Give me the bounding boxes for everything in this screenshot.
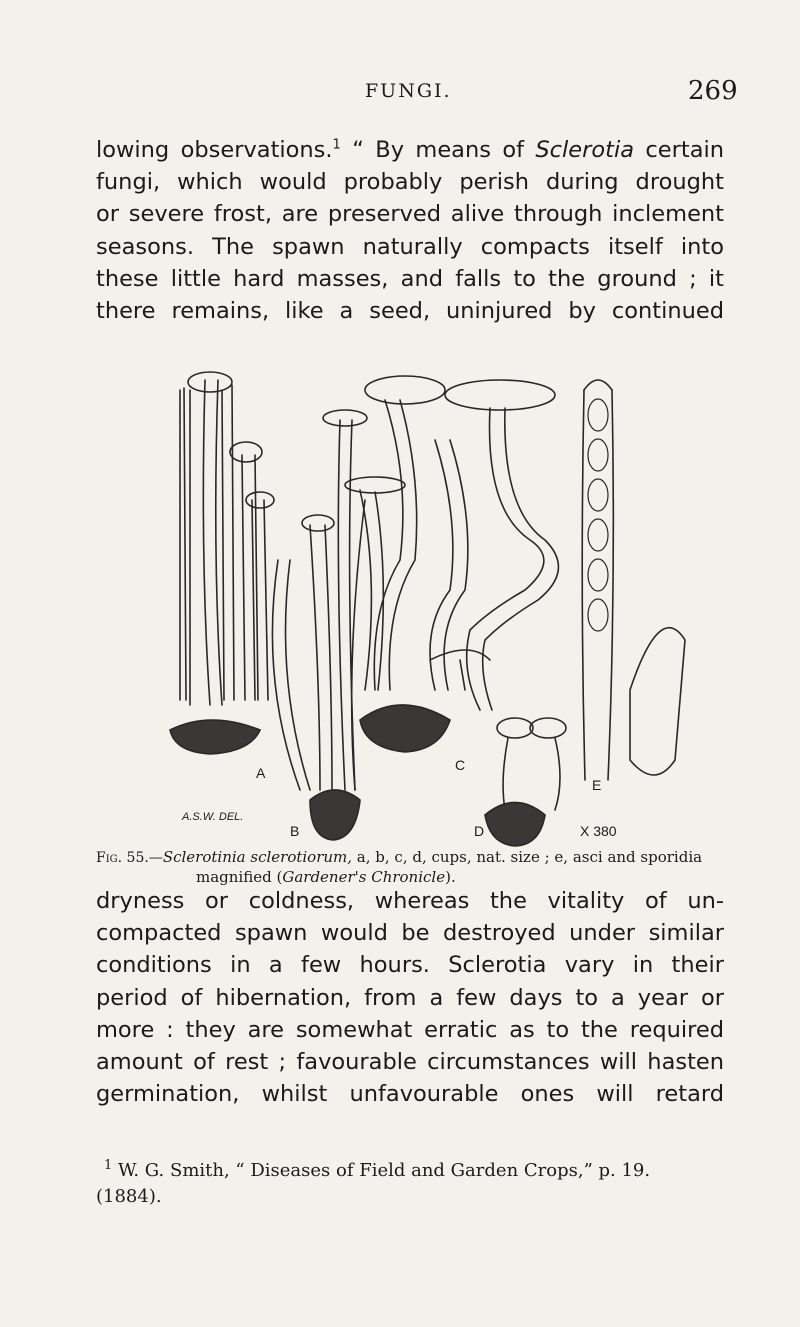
text-line: these little hard masses, and falls to the ground ; it [96, 265, 724, 292]
text-span: “ By means of [340, 137, 536, 163]
italic-term: Sclerotia [535, 137, 635, 163]
label-magnification: X 380 [580, 823, 617, 839]
label-b: B [290, 823, 300, 839]
label-d: D [474, 823, 485, 839]
text-line: compacted spawn would be destroyed under similar [96, 920, 724, 947]
text-line: fungi, which would probably perish during drought [96, 169, 724, 196]
cup-a [170, 372, 274, 754]
text-line [96, 134, 724, 166]
text-span: lowing observations. [96, 137, 333, 163]
footnote-line: (1884). [96, 1186, 162, 1207]
cup-d [430, 380, 566, 846]
text-line: period of hibernation, from a few days to a year or [96, 984, 724, 1011]
figure-caption [96, 848, 736, 887]
page-number: 269 [688, 76, 738, 106]
footnote-ref: 1 [332, 137, 341, 153]
text-line: conditions in a few hours. Sclerotia vary in their [96, 952, 724, 979]
caption-species: Sclerotinia sclerotiorum, [162, 848, 353, 866]
text-line: germination, whilst unfavourable ones will retard [96, 1081, 724, 1108]
text-line: or severe frost, are preserved alive through inclement [96, 201, 724, 228]
paragraph-top [96, 134, 724, 327]
ascus-e [582, 380, 685, 780]
cup-c [345, 376, 468, 752]
footnote-line [96, 1158, 724, 1184]
text-line: amount of rest ; favourable circumstances will hasten [96, 1049, 724, 1076]
paragraph-bottom [96, 885, 724, 1110]
text-line: seasons. The spawn naturally compacts itself into [96, 233, 724, 260]
text-line: dryness or coldness, whereas the vitality of un- [96, 888, 724, 914]
caption-text: magnified ( [196, 868, 283, 886]
caption-source: Gardener's Chronicle [282, 868, 446, 886]
running-head [0, 76, 800, 116]
text-line: there remains, like a seed, uninjured by continued [96, 298, 724, 325]
footnote-text: W. G. Smith, “ Diseases of Field and Garden Crops,” p. 19. [112, 1160, 651, 1181]
label-c: C [455, 757, 466, 773]
footnote-mark: 1 [104, 1158, 113, 1173]
cup-b [272, 410, 367, 840]
caption-line [96, 848, 736, 868]
caption-fig-number: Fig. 55.— [96, 850, 163, 866]
footnote [96, 1158, 724, 1210]
text-span: certain [634, 137, 724, 163]
caption-text: ). [445, 868, 456, 886]
artist-signature: A.S.W. DEL. [182, 811, 244, 823]
caption-text: a, b, c, d, cups, nat. size ; e, asci and sporidia [352, 848, 703, 866]
running-title: FUNGI. [365, 80, 452, 102]
fungi-illustration [160, 360, 700, 850]
label-a: A [256, 765, 266, 781]
label-e: E [592, 777, 602, 793]
text-line: more : they are somewhat erratic as to the required [96, 1016, 724, 1043]
